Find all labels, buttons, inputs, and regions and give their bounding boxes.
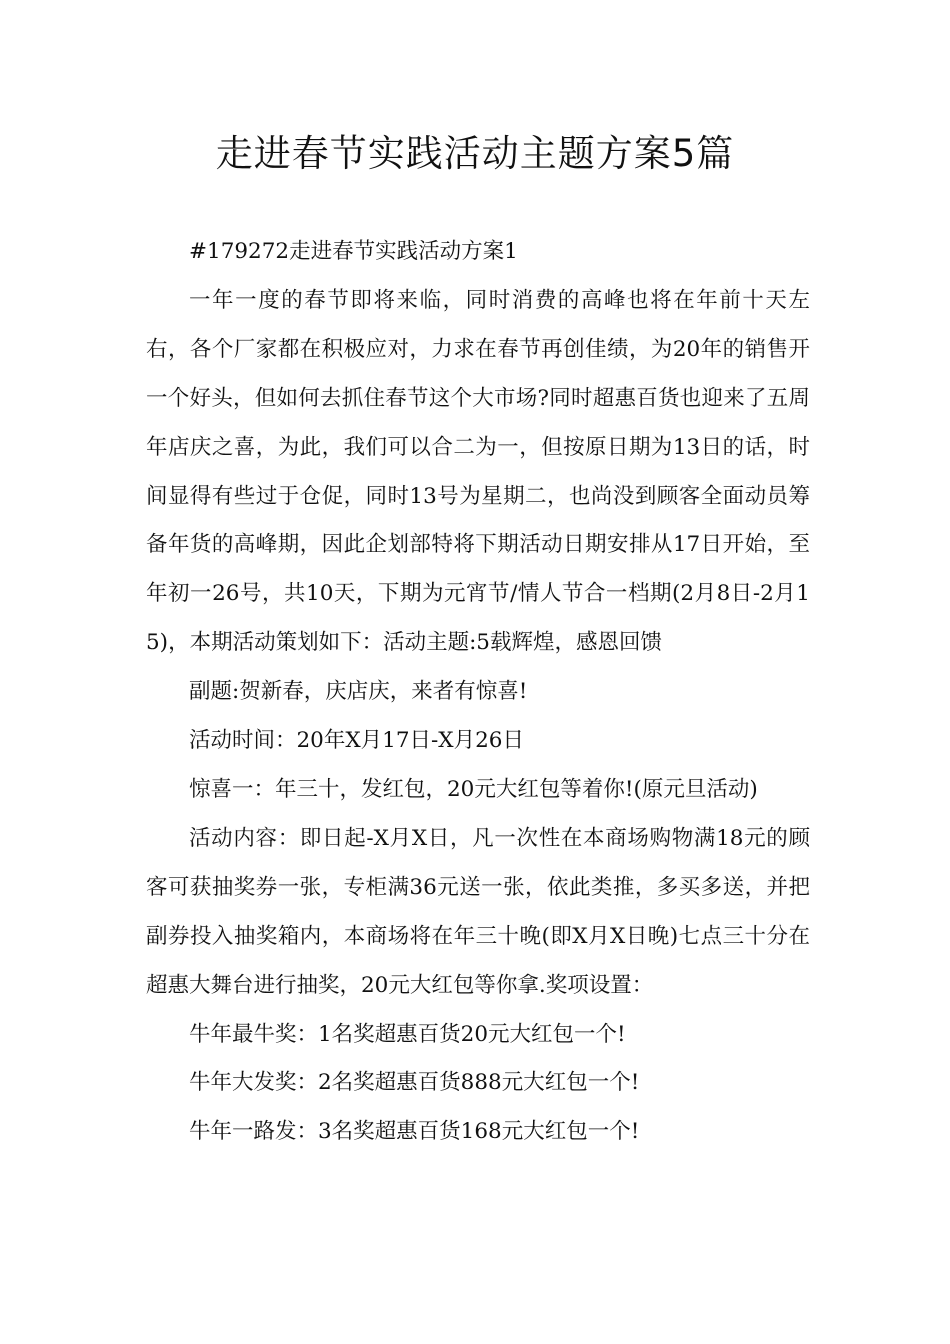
document-body	[146, 228, 810, 1157]
paragraph-activity-time: 活动时间：20年X月17日-X月26日	[189, 728, 524, 754]
paragraph-introduction: 一年一度的春节即将来临，同时消费的高峰也将在年前十天左右，各个厂家都在积极应对，力求在春节再创佳绩，为20年的销售开一个好头，但如何去抓住春节这个大市场?同时超惠百货也迎来了五周年店庆之喜，为此，我们可以合二为一，但按原日期为13日的话，时间显得有些过于仓促，同时13号为星期二，也尚没到顾客全面动员筹备年货的高峰期，因此企划部特将下期活动日期安排从17日开始，至年初一26号，共10天，下期为元宵节/情人节合一档期(2月8日-2月15)，本期活动策划如下：活动主题:5载辉煌，感恩回馈	[146, 287, 810, 656]
paragraph-prize-third: 牛年一路发：3名奖超惠百货168元大红包一个!	[189, 1119, 640, 1145]
paragraph-surprise-one: 惊喜一：年三十，发红包，20元大红包等着你!(原元旦活动)	[189, 776, 758, 802]
paragraph-activity-content: 活动内容：即日起-X月X日，凡一次性在本商场购物满18元的顾客可获抽奖券一张，专柜满36元送一张，依此类推，多买多送，并把副券投入抽奖箱内，本商场将在年三十晚(即X月X日晚)七点三十分在超惠大舞台进行抽奖，20元大红包等你拿.奖项设置：	[146, 825, 810, 998]
paragraph-prize-second: 牛年大发奖：2名奖超惠百货888元大红包一个!	[189, 1070, 640, 1096]
paragraph-subtitle: 副题:贺新春，庆店庆，来者有惊喜!	[189, 679, 528, 705]
document-title: 走进春节实践活动主题方案5篇	[215, 132, 735, 175]
paragraph-prize-first: 牛年最牛奖：1名奖超惠百货20元大红包一个!	[189, 1021, 626, 1047]
paragraph-plan-heading: #179272走进春节实践活动方案1	[189, 239, 518, 264]
